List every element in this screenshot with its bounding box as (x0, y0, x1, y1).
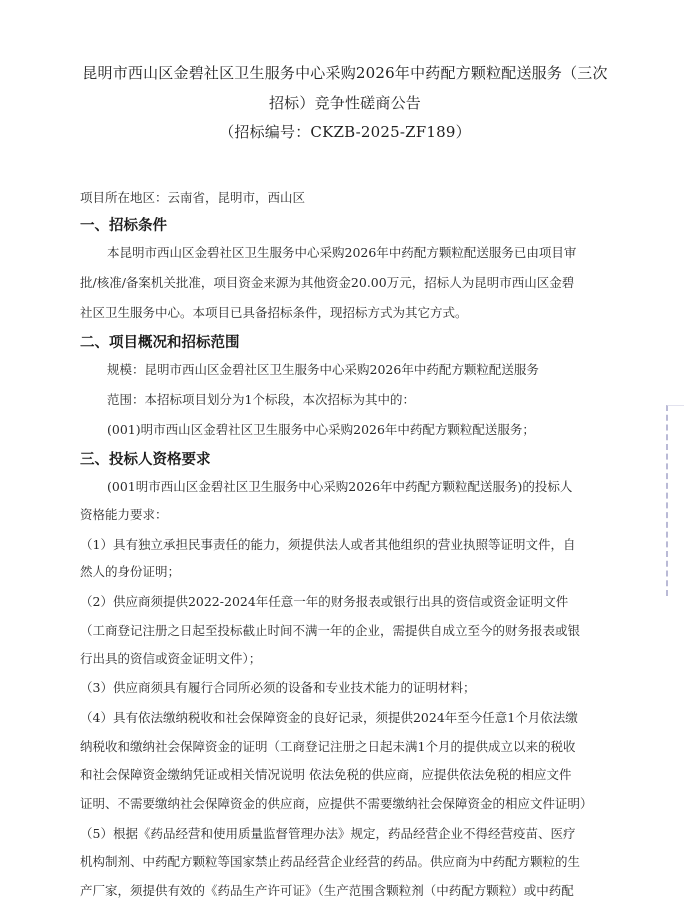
paragraph-line: （1）具有独立承担民事责任的能力，须提供法人或者其他组织的营业执照等证明文件，自 (80, 537, 576, 552)
section-heading-bidder-qualifications: 三、投标人资格要求 (80, 452, 211, 468)
paragraph-line: (001)明市西山区金碧社区卫生服务中心采购2026年中药配方颗粒配送服务； (107, 422, 535, 437)
tender-number: （招标编号：CKZB-2025-ZF189） (219, 123, 471, 141)
paragraph-line: 然人的身份证明； (80, 564, 181, 579)
document-title-line2: 招标）竞争性磋商公告 (268, 94, 421, 112)
paragraph-line: （工商登记注册之日起至投标截止时间不满一年的企业，需提供自成立至今的财务报表或银 (80, 623, 581, 638)
paragraph-line: 范围：本招标项目划分为1个标段，本次招标为其中的： (107, 392, 415, 407)
seam-stamp-mark (666, 405, 684, 596)
paragraph-line: （2）供应商须提供2022-2024年任意一年的财务报表或银行出具的资信或资金证明文件 (80, 594, 569, 609)
paragraph-line: （3）供应商须具有履行合同所必须的设备和专业技术能力的证明材料； (80, 680, 476, 695)
paragraph-line: 批/核准/备案机关批准，项目资金来源为其他资金20.00万元，招标人为昆明市西山区金碧 (80, 275, 575, 290)
paragraph-line: 产厂家，须提供有效的《药品生产许可证》（生产范围含颗粒剂（中药配方颗粒）或中药配 (80, 883, 574, 898)
paragraph-line: 和社会保障资金缴纳凭证或相关情况说明 依法免税的供应商，应提供依法免税的相应文件 (80, 767, 572, 782)
paragraph-line: 证明、不需要缴纳社会保障资金的供应商，应提供不需要缴纳社会保障资金的相应文件证明） (80, 796, 593, 811)
paragraph-line: 纳税收和缴纳社会保障资金的证明（工商登记注册之日起未满1个月的提供成立以来的税收 (80, 739, 576, 754)
paragraph-line: （4）具有依法缴纳税收和社会保障资金的良好记录，须提供2024年至今任意1个月依法缴 (80, 710, 578, 725)
section-heading-tender-conditions: 一、招标条件 (80, 218, 167, 234)
project-location: 项目所在地区：云南省，昆明市，西山区 (80, 190, 306, 205)
paragraph-line: （5）根据《药品经营和使用质量监督管理办法》规定，药品经营企业不得经营疫苗、医疗 (80, 826, 576, 841)
paragraph-line: 资格能力要求： (80, 507, 168, 522)
paragraph-line: 行出具的资信或资金证明文件）； (80, 651, 262, 666)
paragraph-line: 机构制剂、中药配方颗粒等国家禁止药品经营企业经营的药品。供应商为中药配方颗粒的生 (80, 854, 581, 869)
paragraph-line: 规模：昆明市西山区金碧社区卫生服务中心采购2026年中药配方颗粒配送服务 (107, 362, 539, 377)
paragraph-line: 本昆明市西山区金碧社区卫生服务中心采购2026年中药配方颗粒配送服务已由项目审 (107, 245, 577, 260)
section-heading-project-overview: 二、项目概况和招标范围 (80, 335, 240, 351)
paragraph-line: (001明市西山区金碧社区卫生服务中心采购2026年中药配方颗粒配送服务)的投标人 (107, 479, 573, 494)
paragraph-line: 社区卫生服务中心。本项目已具备招标条件，现招标方式为其它方式。 (80, 305, 468, 320)
document-title-line1: 昆明市西山区金碧社区卫生服务中心采购2026年中药配方颗粒配送服务（三次 (82, 64, 608, 82)
